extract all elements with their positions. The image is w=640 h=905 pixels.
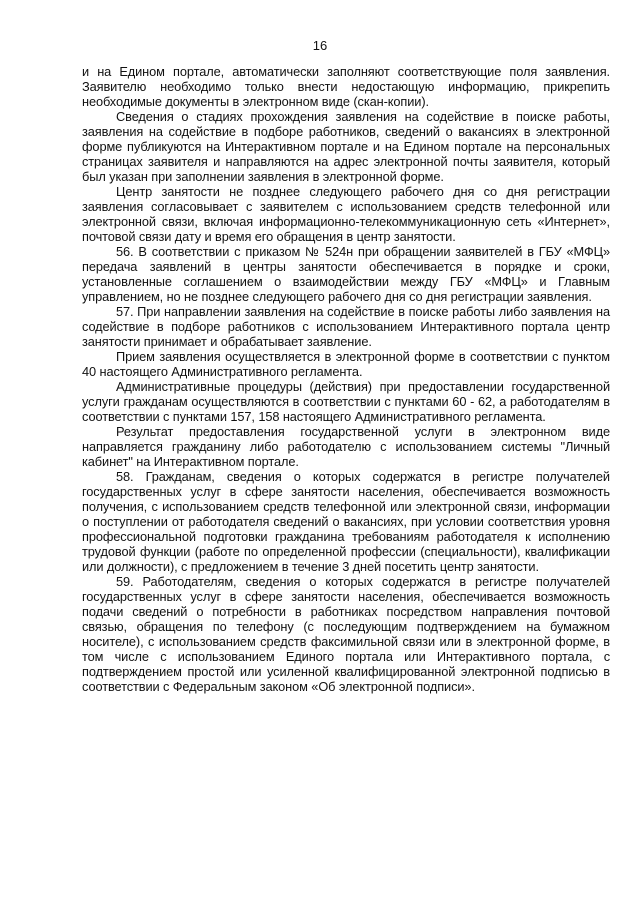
paragraph-administrative-procedures: Административные процедуры (действия) при предоставлении государственной услуги гражданам осуществляются в соответствии с пунктами 60 - 62, а работодателям в соответствии с пунктами 157, 158 настоящего Административного регламента. bbox=[82, 379, 610, 424]
page-number: 16 bbox=[312, 38, 328, 53]
paragraph-continuation: и на Едином портале, автоматически заполняют соответствующие поля заявления. Заявителю необходимо только внести недостающую информацию, прикрепить необходимые документы в электронном виде (скан-копии). bbox=[82, 64, 610, 109]
document-body bbox=[82, 64, 610, 694]
paragraph-56: 56. В соответствии с приказом № 524н при обращении заявителей в ГБУ «МФЦ» передача заявлений в центры занятости обеспечивается в порядке и сроки, установленные соглашением о взаимодействии между ГБУ «МФЦ» и Главным управлением, но не позднее следующего рабочего дня со дня регистрации заявления. bbox=[82, 244, 610, 304]
paragraph-58: 58. Гражданам, сведения о которых содержатся в регистре получателей государственных услуг в сфере занятости населения, обеспечивается возможность получения, с использованием средств телефонной или электронной связи, информации о поступлении от работодателя сведений о вакансиях, при условии соответствия уровня профессиональной подготовки гражданина требованиям работодателя к исполнению трудовой функции (работе по определенной профессии (специальности), квалификации или должности), с предложением в течение 3 дней посетить центр занятости. bbox=[82, 469, 610, 574]
paragraph-employment-center-agreement: Центр занятости не позднее следующего рабочего дня со дня регистрации заявления согласовывает с заявителем с использованием средств телефонной или электронной связи, включая информационно-телекоммуникационную сеть «Интернет», почтовой связи дату и время его обращения в центр занятости. bbox=[82, 184, 610, 244]
paragraph-57: 57. При направлении заявления на содействие в поиске работы либо заявления на содействие в подборе работников с использованием Интерактивного портала центр занятости принимает и обрабатывает заявление. bbox=[82, 304, 610, 349]
paragraph-electronic-reception: Прием заявления осуществляется в электронной форме в соответствии с пунктом 40 настоящего Административного регламента. bbox=[82, 349, 610, 379]
paragraph-59: 59. Работодателям, сведения о которых содержатся в регистре получателей государственных услуг в сфере занятости населения, обеспечивается возможность подачи сведений о потребности в работниках посредством направления почтовой связью, обращения по телефону (с последующим подтверждением на бумажном носителе), с использованием средств факсимильной связи или в электронной форме, в том числе с использованием Единого портала или Интерактивного портала, с подтверждением простой или усиленной квалифицированной электронной подписью в соответствии с Федеральным законом «Об электронной подписи». bbox=[82, 574, 610, 694]
paragraph-application-status: Сведения о стадиях прохождения заявления на содействие в поиске работы, заявления на содействие в подборе работников, сведений о вакансиях в электронной форме публикуются на Интерактивном портале и на Едином портале на персональных страницах заявителя и направляются на адрес электронной почты заявителя, который был указан при заполнении заявления в электронной форме. bbox=[82, 109, 610, 184]
paragraph-service-result: Результат предоставления государственной услуги в электронном виде направляется гражданину либо работодателю с использованием системы "Личный кабинет" на Интерактивном портале. bbox=[82, 424, 610, 469]
